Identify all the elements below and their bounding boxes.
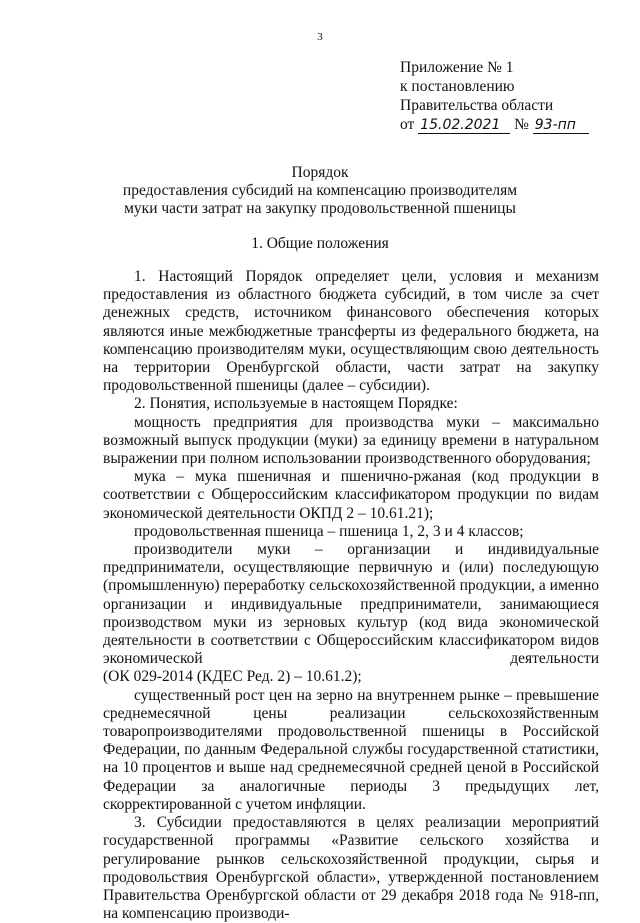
paragraph-3: 3. Субсидии предоставляются в целях реализации мероприятий государственной программы «Развитие сельского хозяйства и регулирование рынков сельскохозяйственной продукции, сырья и продовольствия Оренбургской области», утвержденной постановлением Правительства Оренбургской области от 29 декабря 2018 года № 918-пп, на компенсацию производи-	[103, 814, 599, 923]
appendix-reference: к постановлению	[400, 78, 515, 95]
appendix-title: Приложение № 1	[400, 59, 514, 76]
definition-capacity: мощность предприятия для производства муки – максимально возможный выпуск продукции (муки) за единицу времени в натуральном выражении при полном использовании производственного оборудования;	[103, 413, 599, 468]
appendix-date-line	[400, 115, 589, 134]
definition-price-growth: существенный рост цен на зерно на внутреннем рынке – превышение среднемесячной цены реализации сельскохозяйственным товаропроизводителями продовольственной пшеницы в Российской Федерации, по данным Федеральной службы государственной статистики, на 10 процентов и выше над среднемесячной средней ценой в Российской Федерации за аналогичные периоды 3 предыдущих лет, скорректированной с учетом инфляции.	[103, 686, 599, 813]
definition-producers: производители муки – организации и индивидуальные предприниматели, осуществляющие первичную и (или) последующую (промышленную) переработку сельскохозяйственной продукции, а именно организации и индивидуальные предприниматели, занимающиеся производством муки из зерновых культур (код вида экономической деятельности в соответствии с Общероссийским классификатором видов экономической деятельности	[103, 541, 599, 668]
appendix-block	[400, 58, 589, 134]
definition-flour: мука – мука пшеничная и пшенично-ржаная (код продукции в соответствии с Общероссийским классификатором продукции по видам экономической деятельности ОКПД 2 – 10.61.21);	[103, 468, 599, 522]
handwritten-number: 93-пп	[533, 117, 589, 134]
document-body	[103, 268, 599, 923]
handwritten-date: 15.02.2021	[418, 117, 510, 134]
paragraph-2: 2. Понятия, используемые в настоящем Порядке:	[134, 395, 458, 413]
document-title: Порядок	[291, 164, 349, 181]
paragraph-1: 1. Настоящий Порядок определяет цели, условия и механизм предоставления из областного бюджета субсидий, в том числе за счет денежных средств, источником финансового обеспечения которых являются иные межбюджетные трансферты из федерального бюджета, на компенсацию производителям муки, осуществляющим свою деятельность на территории Оренбургской области, части затрат на закупку продовольственной пшеницы (далее – субсидии).	[103, 268, 599, 395]
definition-wheat: продовольственная пшеница – пшеница 1, 2, 3 и 4 классов;	[134, 522, 524, 540]
number-prefix: №	[514, 116, 529, 133]
document-subtitle-line2: муки части затрат на закупку продовольственной пшеницы	[124, 200, 516, 217]
date-prefix: от	[400, 116, 415, 133]
section-heading: 1. Общие положения	[251, 235, 389, 252]
document-subtitle-line1: предоставления субсидий на компенсацию производителям	[122, 182, 518, 199]
page-number: 3	[317, 31, 323, 43]
definition-producers-code: (ОК 029-2014 (КДЕС Ред. 2) – 10.61.2);	[103, 668, 362, 686]
appendix-authority: Правительства области	[400, 97, 554, 114]
